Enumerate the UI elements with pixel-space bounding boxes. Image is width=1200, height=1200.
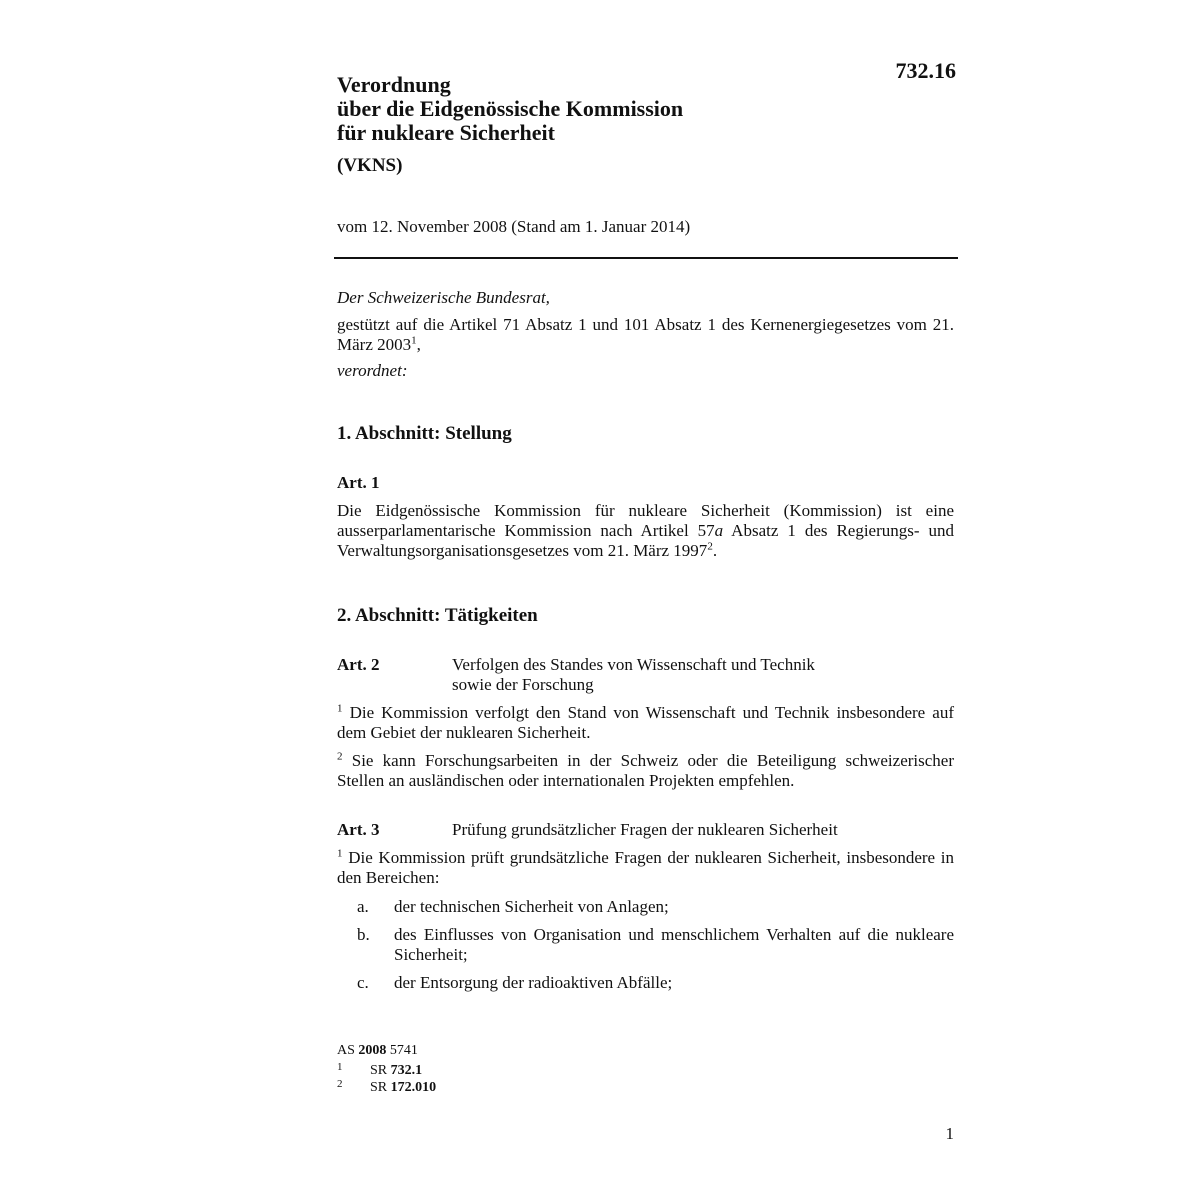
preamble-basis-suffix: , [416,335,421,354]
article-title-line: sowie der Forschung [452,675,594,694]
as-page: 5741 [389,1043,418,1058]
footnote [370,1080,436,1096]
footnote-prefix: SR [370,1063,388,1078]
footnote-ref: 1 [411,334,417,347]
title-line: über die Eidgenössische Kommission [337,96,684,121]
document-abbreviation: (VKNS) [337,155,403,176]
footnote-number: 2 [337,1078,343,1090]
list-item: der technischen Sicherheit von Anlagen; [394,897,669,916]
preamble-basis [337,315,954,355]
list-item-letter: c. [357,973,369,992]
footnote-number: 1 [337,1061,343,1073]
article-text-part: Absatz 1 des Regierungs- und Verwaltungsorganisationsgesetzes vom 21. März 1997 [337,521,954,560]
preamble-enacts: verordnet: [337,361,408,380]
date-line: vom 12. November 2008 (Stand am 1. Januar 2014) [337,217,691,236]
article-paragraph [337,751,954,791]
sr-number: 732.16 [895,58,956,83]
paragraph-text: Die Kommission verfolgt den Stand von Wissenschaft und Technik insbesondere auf dem Gebiet der nuklearen Sicherheit. [337,703,954,742]
paragraph-number: 1 [337,702,343,715]
header-rule [334,257,958,259]
list-item: des Einflusses von Organisation und menschlichem Verhalten auf die nukleare Sicherheit; [394,925,954,964]
article-label: Art. 2 [337,655,380,674]
article-paragraph [337,848,954,888]
article-title-line: Verfolgen des Standes von Wissenschaft und Technik [452,655,815,674]
section-heading: 2. Abschnitt: Tätigkeiten [337,605,538,626]
article-text-end: . [712,541,718,560]
footnote-ref: 2 [707,540,713,553]
paragraph-number: 1 [337,847,343,860]
article-title [452,655,815,695]
article-text [337,501,954,561]
footnote-ref-number: 172.010 [390,1080,437,1095]
paragraph-number: 2 [337,750,343,763]
list-item-letter: b. [357,925,370,944]
title-line: für nukleare Sicherheit [337,120,555,145]
as-year: 2008 [358,1043,387,1058]
article-text-italic: a [714,521,724,540]
preamble-basis-text: gestützt auf die Artikel 71 Absatz 1 und 101 Absatz 1 des Kernenergiegesetzes vom 21. März 2003 [337,315,954,354]
footnote [370,1063,422,1079]
article-label: Art. 1 [337,473,380,492]
article-text-part: Die Eidgenössische Kommission für nukleare Sicherheit (Kommission) ist eine ausserparlamentarische Kommission nach Artikel 57 [337,501,954,540]
article-paragraph [337,703,954,743]
list-item-letter: a. [357,897,369,916]
footnote-ref-number: 732.1 [390,1063,423,1078]
article-label: Art. 3 [337,820,380,839]
paragraph-text: Die Kommission prüft grundsätzliche Fragen der nuklearen Sicherheit, insbesondere in den Bereichen: [337,848,955,887]
title-line: Verordnung [337,72,451,97]
page-number: 1 [945,1124,954,1143]
preamble-authority: Der Schweizerische Bundesrat, [337,288,550,307]
paragraph-text: Sie kann Forschungsarbeiten in der Schweiz oder die Beteiligung schweizerischer Stellen an ausländischen oder internationalen Projekten empfehlen. [337,751,955,790]
as-prefix: AS [337,1043,355,1058]
footnote-prefix: SR [370,1080,388,1095]
document-title [337,73,683,145]
article-title: Prüfung grundsätzlicher Fragen der nuklearen Sicherheit [452,820,838,839]
section-heading: 1. Abschnitt: Stellung [337,423,512,444]
list-item: der Entsorgung der radioaktiven Abfälle; [394,973,673,992]
official-compilation-ref [337,1043,418,1059]
